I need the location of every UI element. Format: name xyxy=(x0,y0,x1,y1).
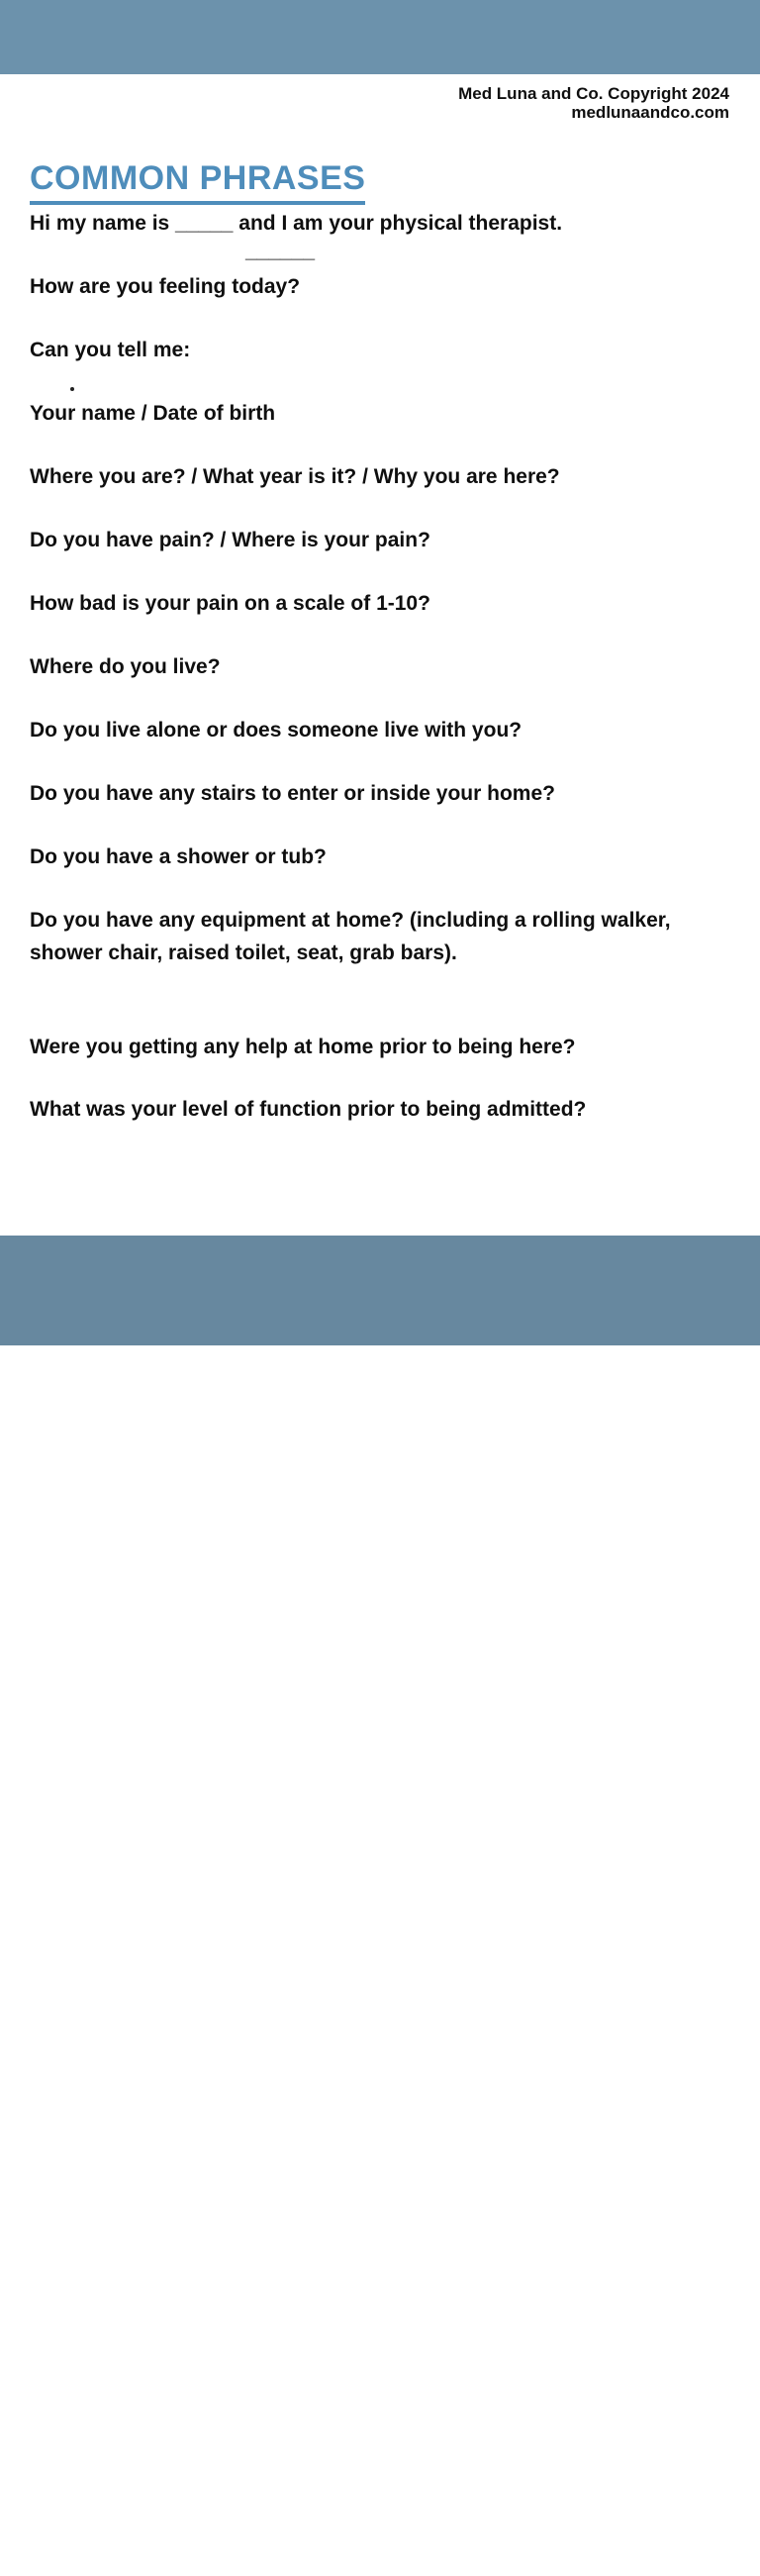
footer-title: PHYSICAL THERAPY xyxy=(57,2487,633,2549)
scan-artifact-dot xyxy=(70,387,74,391)
phrase-line: Where you are? / What year is it? / Why you are here? xyxy=(30,465,560,488)
header-bar xyxy=(0,0,760,74)
phrase-line: Your name / Date of birth xyxy=(30,402,276,425)
moon-stethoscope-logo-icon xyxy=(641,2479,748,2576)
phrase-line: How are you feeling today? xyxy=(30,275,301,298)
phrase-line: Where do you live? xyxy=(30,655,221,678)
phrase-line: Do you have any stairs to enter or inside your home? xyxy=(30,782,555,805)
footer-bar xyxy=(0,1236,760,2549)
phrase-line: What was your level of function prior to being admitted? xyxy=(30,1098,587,1121)
phrase-line: Can you tell me: xyxy=(30,339,191,361)
phrase-line: How bad is your pain on a scale of 1-10? xyxy=(30,592,430,615)
phrase-line: Do you live alone or does someone live with you? xyxy=(30,719,522,742)
phrase-line: Do you have any equipment at home? (including a rolling walker, shower chair, raised toilet, seat, grab bars). xyxy=(30,909,671,964)
copyright-block xyxy=(458,84,729,122)
page-title: COMMON PHRASES xyxy=(30,159,365,205)
phrase-line: Hi my name is _____ and I am your physical therapist. xyxy=(30,212,563,235)
phrase-line: Do you have a shower or tub? xyxy=(30,845,327,868)
copyright-line1: Med Luna and Co. Copyright 2024 xyxy=(458,84,729,103)
phrase-line: Were you getting any help at home prior to being here? xyxy=(30,1036,576,1058)
phrase-line: Do you have pain? / Where is your pain? xyxy=(30,529,430,551)
scan-artifact-underscores: ______ xyxy=(245,240,316,262)
copyright-line2: medlunaandco.com xyxy=(571,103,729,122)
